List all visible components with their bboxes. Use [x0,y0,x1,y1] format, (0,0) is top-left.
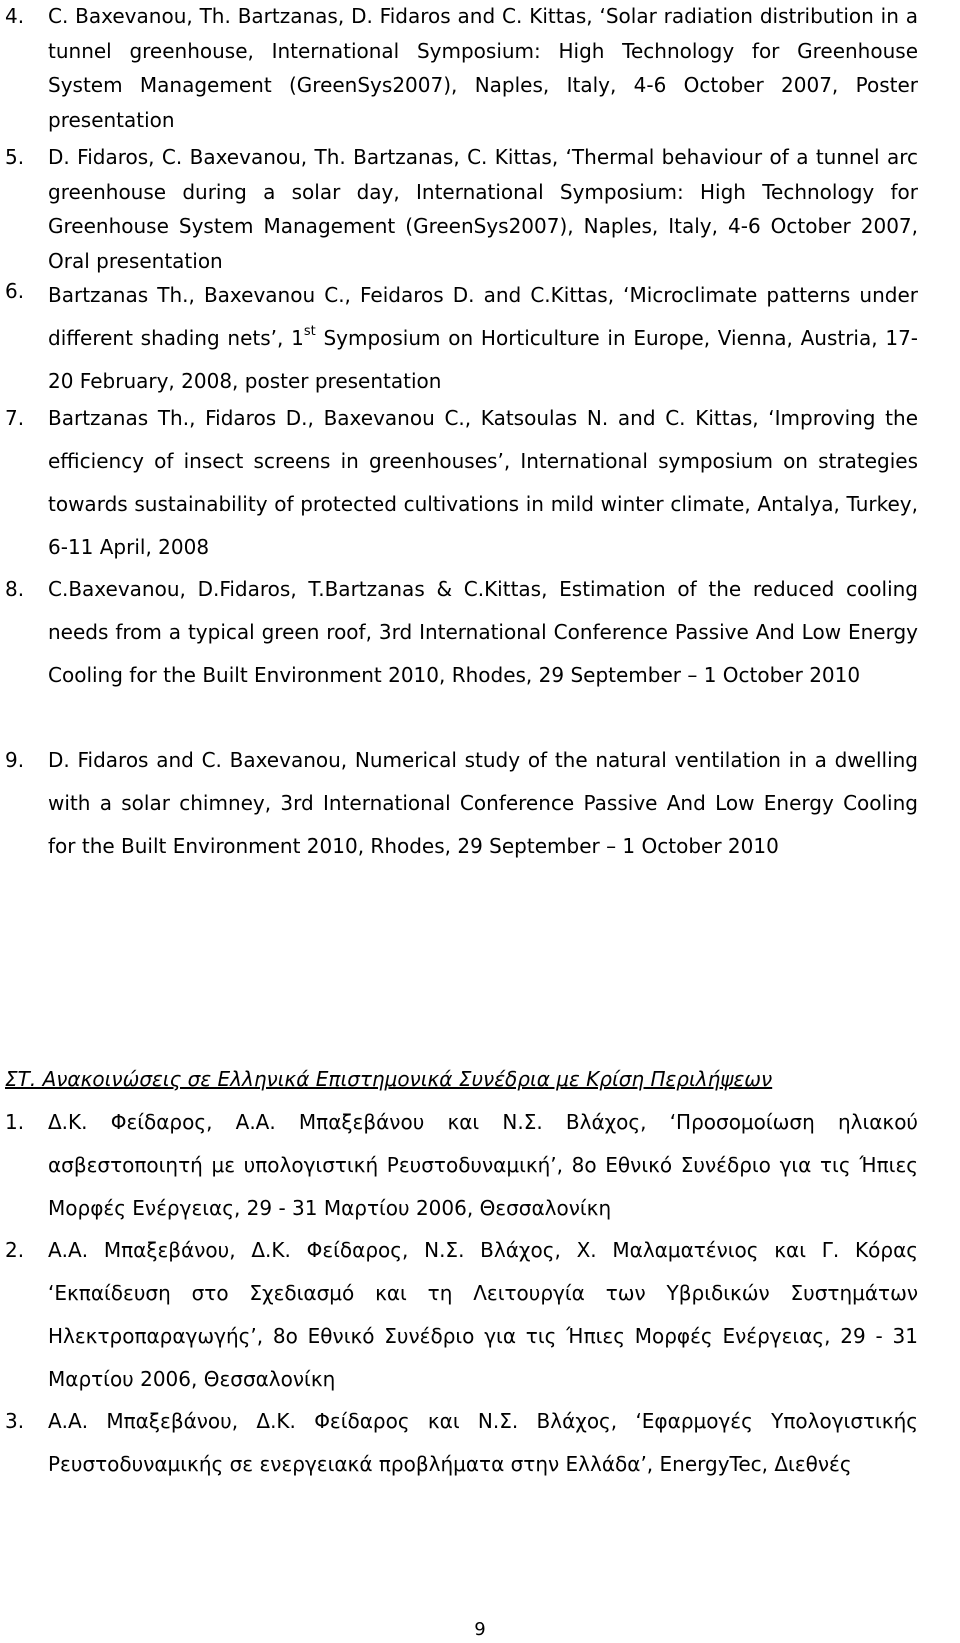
reference-text: Α.Α. Μπαξεβάνου, Δ.Κ. Φείδαρος και Ν.Σ. Βλάχος, ‘Εφαρμογές Υπολογιστικής Ρευστοδυναμικής σε ενεργειακά προβλήματα στην Ελλάδα’, EnergyTec, Διεθνές [48,1409,918,1476]
reference-text: C.Baxevanou, D.Fidaros, T.Bartzanas & C.Kittas, Estimation of the reduced cooling needs from a typical green roof, 3rd International Conference Passive And Low Energy Cooling for the Built Environment 2010, Rhodes, 29 September – 1 October 2010 [48,577,918,687]
reference-text: C. Baxevanou, Th. Bartzanas, D. Fidaros and C. Kittas, ‘Solar radiation distribution in a tunnel greenhouse, International Symposium: High Technology for Greenhouse System Management (GreenSys2007), Naples, Italy, 4-6 October 2007, Poster presentation [48,4,918,132]
greek-reference-entry-2 [5,1229,918,1401]
reference-number: 9. [5,748,25,772]
reference-entry-9 [5,739,918,868]
reference-entry-7 [5,397,918,569]
reference-text: Δ.Κ. Φείδαρος, Α.Α. Μπαξεβάνου και Ν.Σ. Βλάχος, ‘Προσομοίωση ηλιακού ασβεστοποιητή με υπολογιστική Ρευστοδυναμική’, 8ο Εθνικό Συνέδριο για τις Ήπιες Μορφές Ενέργειας, 29 - 31 Μαρτίου 2006, Θεσσαλονίκη [48,1110,918,1220]
reference-text: Α.Α. Μπαξεβάνου, Δ.Κ. Φείδαρος, Ν.Σ. Βλάχος, Χ. Μαλαματένιος και Γ. Κόρας ‘Εκπαίδευση στο Σχεδιασμό και τη Λειτουργία των Υβριδικών Συστημάτων Ηλεκτροπαραγωγής’, 8ο Εθνικό Συνέδριο για τις Ήπιες Μορφές Ενέργειας, 29 - 31 Μαρτίου 2006, Θεσσαλονίκη [48,1238,918,1391]
reference-entry-8 [5,568,918,697]
reference-number: 8. [5,577,25,601]
reference-number: 7. [5,406,25,430]
reference-number: 2. [5,1238,25,1262]
section-heading: ΣΤ. Ανακοινώσεις σε Ελληνικά Επιστημονικά Συνέδρια με Κρίση Περιλήψεων [5,1067,773,1091]
reference-number: 4. [5,4,25,28]
reference-number: 3. [5,1409,25,1433]
reference-text: Bartzanas Th., Baxevanou C., Feidaros D. and C.Kittas, ‘Microclimate patterns under different shading nets’, 1 [48,283,918,350]
reference-entry-4 [5,0,918,137]
greek-reference-entry-1 [5,1101,918,1230]
ordinal-suffix: st [303,324,316,340]
reference-number: 6. [5,279,25,303]
reference-text: D. Fidaros, C. Baxevanou, Th. Bartzanas, C. Kittas, ‘Thermal behaviour of a tunnel arc greenhouse during a solar day, International Symposium: High Technology for Greenhouse System Management (GreenSys2007), Naples, Italy, 4-6 October 2007, Oral presentation [48,145,918,273]
reference-text-continued: Symposium on Horticulture in Europe, Vienna, Austria, 17-20 February, 2008, poster presentation [48,326,919,393]
greek-reference-entry-3 [5,1400,918,1486]
reference-number: 5. [5,145,25,169]
reference-number: 1. [5,1110,25,1134]
page-number: 9 [474,1619,486,1640]
reference-entry-5 [5,140,918,278]
reference-entry-6 [5,274,919,403]
reference-text: D. Fidaros and C. Baxevanou, Numerical study of the natural ventilation in a dwelling with a solar chimney, 3rd International Conference Passive And Low Energy Cooling for the Built Environment 2010, Rhodes, 29 September – 1 October 2010 [48,748,918,858]
reference-text: Bartzanas Th., Fidaros D., Baxevanou C., Katsoulas N. and C. Kittas, ‘Improving the efficiency of insect screens in greenhouses’, International symposium on strategies towards sustainability of protected cultivations in mild winter climate, Antalya, Turkey, 6-11 April, 2008 [48,406,918,559]
